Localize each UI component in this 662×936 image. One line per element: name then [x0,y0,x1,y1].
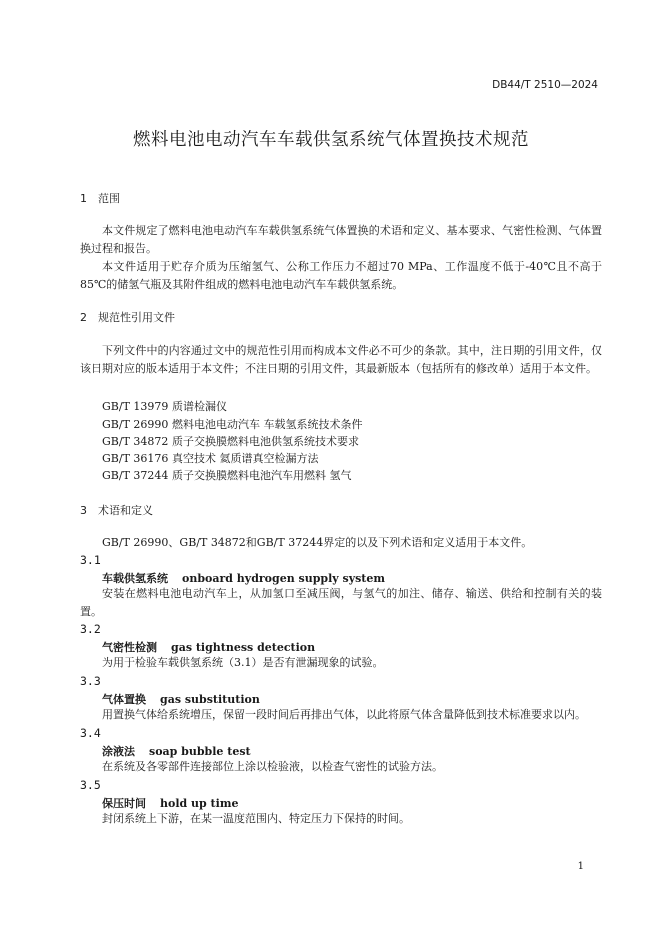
term-zh: 气体置换 [102,693,146,706]
section-number: 1 [80,192,87,205]
term-definition: 安装在燃料电池电动汽车上，从加氢口至减压阀，与氢气的加注、储存、输送、供给和控制有关的装置。 [80,587,602,618]
section-title: 规范性引用文件 [98,311,175,324]
term-zh: 保压时间 [102,797,146,810]
term-heading [102,639,315,655]
term-heading [102,691,260,707]
term-en: hold up time [160,797,239,810]
reference-name: 质子交换膜燃料电池汽车用燃料 氢气 [172,469,352,482]
term-heading [102,743,251,759]
term-heading [102,570,385,586]
section-number: 2 [80,311,87,324]
reference-name: 真空技术 氦质谱真空检漏方法 [172,452,319,465]
term-definition: 封闭系统上下游，在某一温度范围内、特定压力下保持的时间。 [102,812,410,825]
term-en: gas substitution [160,693,260,706]
term-heading [102,795,238,811]
reference-code: GB/T 26990 [102,418,169,431]
term-en: soap bubble test [149,745,251,758]
term-number: 3.2 [80,622,101,636]
paragraph: 本文件适用于贮存介质为压缩氢气、公称工作压力不超过70 MPa、工作温度不低于-40℃且不高于85℃的储氢气瓶及其附件组成的燃料电池电动汽车车载供氢系统。 [80,260,602,291]
reference-code: GB/T 13979 [102,400,169,413]
reference-name: 燃料电池电动汽车 车载氢系统技术条件 [172,418,363,431]
section-3-heading [80,502,153,518]
term-number: 3.3 [80,674,101,688]
term-number: 3.4 [80,726,101,740]
term-en: gas tightness detection [171,641,316,654]
reference-code: GB/T 36176 [102,452,169,465]
term-definition: 在系统及各零部件连接部位上涂以检验液，以检查气密性的试验方法。 [102,760,443,773]
term-zh: 涂液法 [102,745,135,758]
reference-item [102,398,227,414]
reference-item [102,433,359,449]
term-zh: 气密性检测 [102,641,157,654]
reference-name: 质谱检漏仪 [172,400,227,413]
section-title: 术语和定义 [98,504,153,517]
reference-item [102,450,319,466]
term-number: 3.1 [80,553,101,567]
paragraph: 下列文件中的内容通过文中的规范性引用而构成本文件必不可少的条款。其中，注日期的引用文件，仅该日期对应的版本适用于本文件；不注日期的引用文件，其最新版本（包括所有的修改单）适用于本文件。 [80,344,602,375]
standard-code: DB44/T 2510—2024 [492,79,598,91]
reference-item [102,416,363,432]
document-title: 燃料电池电动汽车车载供氢系统气体置换技术规范 [133,130,529,150]
paragraph: GB/T 26990、GB/T 34872和GB/T 37244界定的以及下列术语和定义适用于本文件。 [102,536,533,549]
reference-code: GB/T 37244 [102,469,169,482]
reference-item [102,467,352,483]
reference-name: 质子交换膜燃料电池供氢系统技术要求 [172,435,359,448]
section-1-heading [80,190,120,206]
term-zh: 车载供氢系统 [102,572,168,585]
term-definition: 用置换气体给系统增压，保留一段时间后再排出气体，以此将原气体含量降低到技术标准要求以内。 [102,708,586,721]
section-number: 3 [80,504,87,517]
term-number: 3.5 [80,778,101,792]
term-en: onboard hydrogen supply system [182,572,386,585]
section-title: 范围 [98,192,120,205]
paragraph: 本文件规定了燃料电池电动汽车车载供氢系统气体置换的术语和定义、基本要求、气密性检测、气体置换过程和报告。 [80,224,602,255]
section-2-heading [80,309,175,325]
page-number: 1 [577,861,584,872]
term-definition: 为用于检验车载供氢系统（3.1）是否有泄漏现象的试验。 [102,656,384,669]
reference-code: GB/T 34872 [102,435,169,448]
